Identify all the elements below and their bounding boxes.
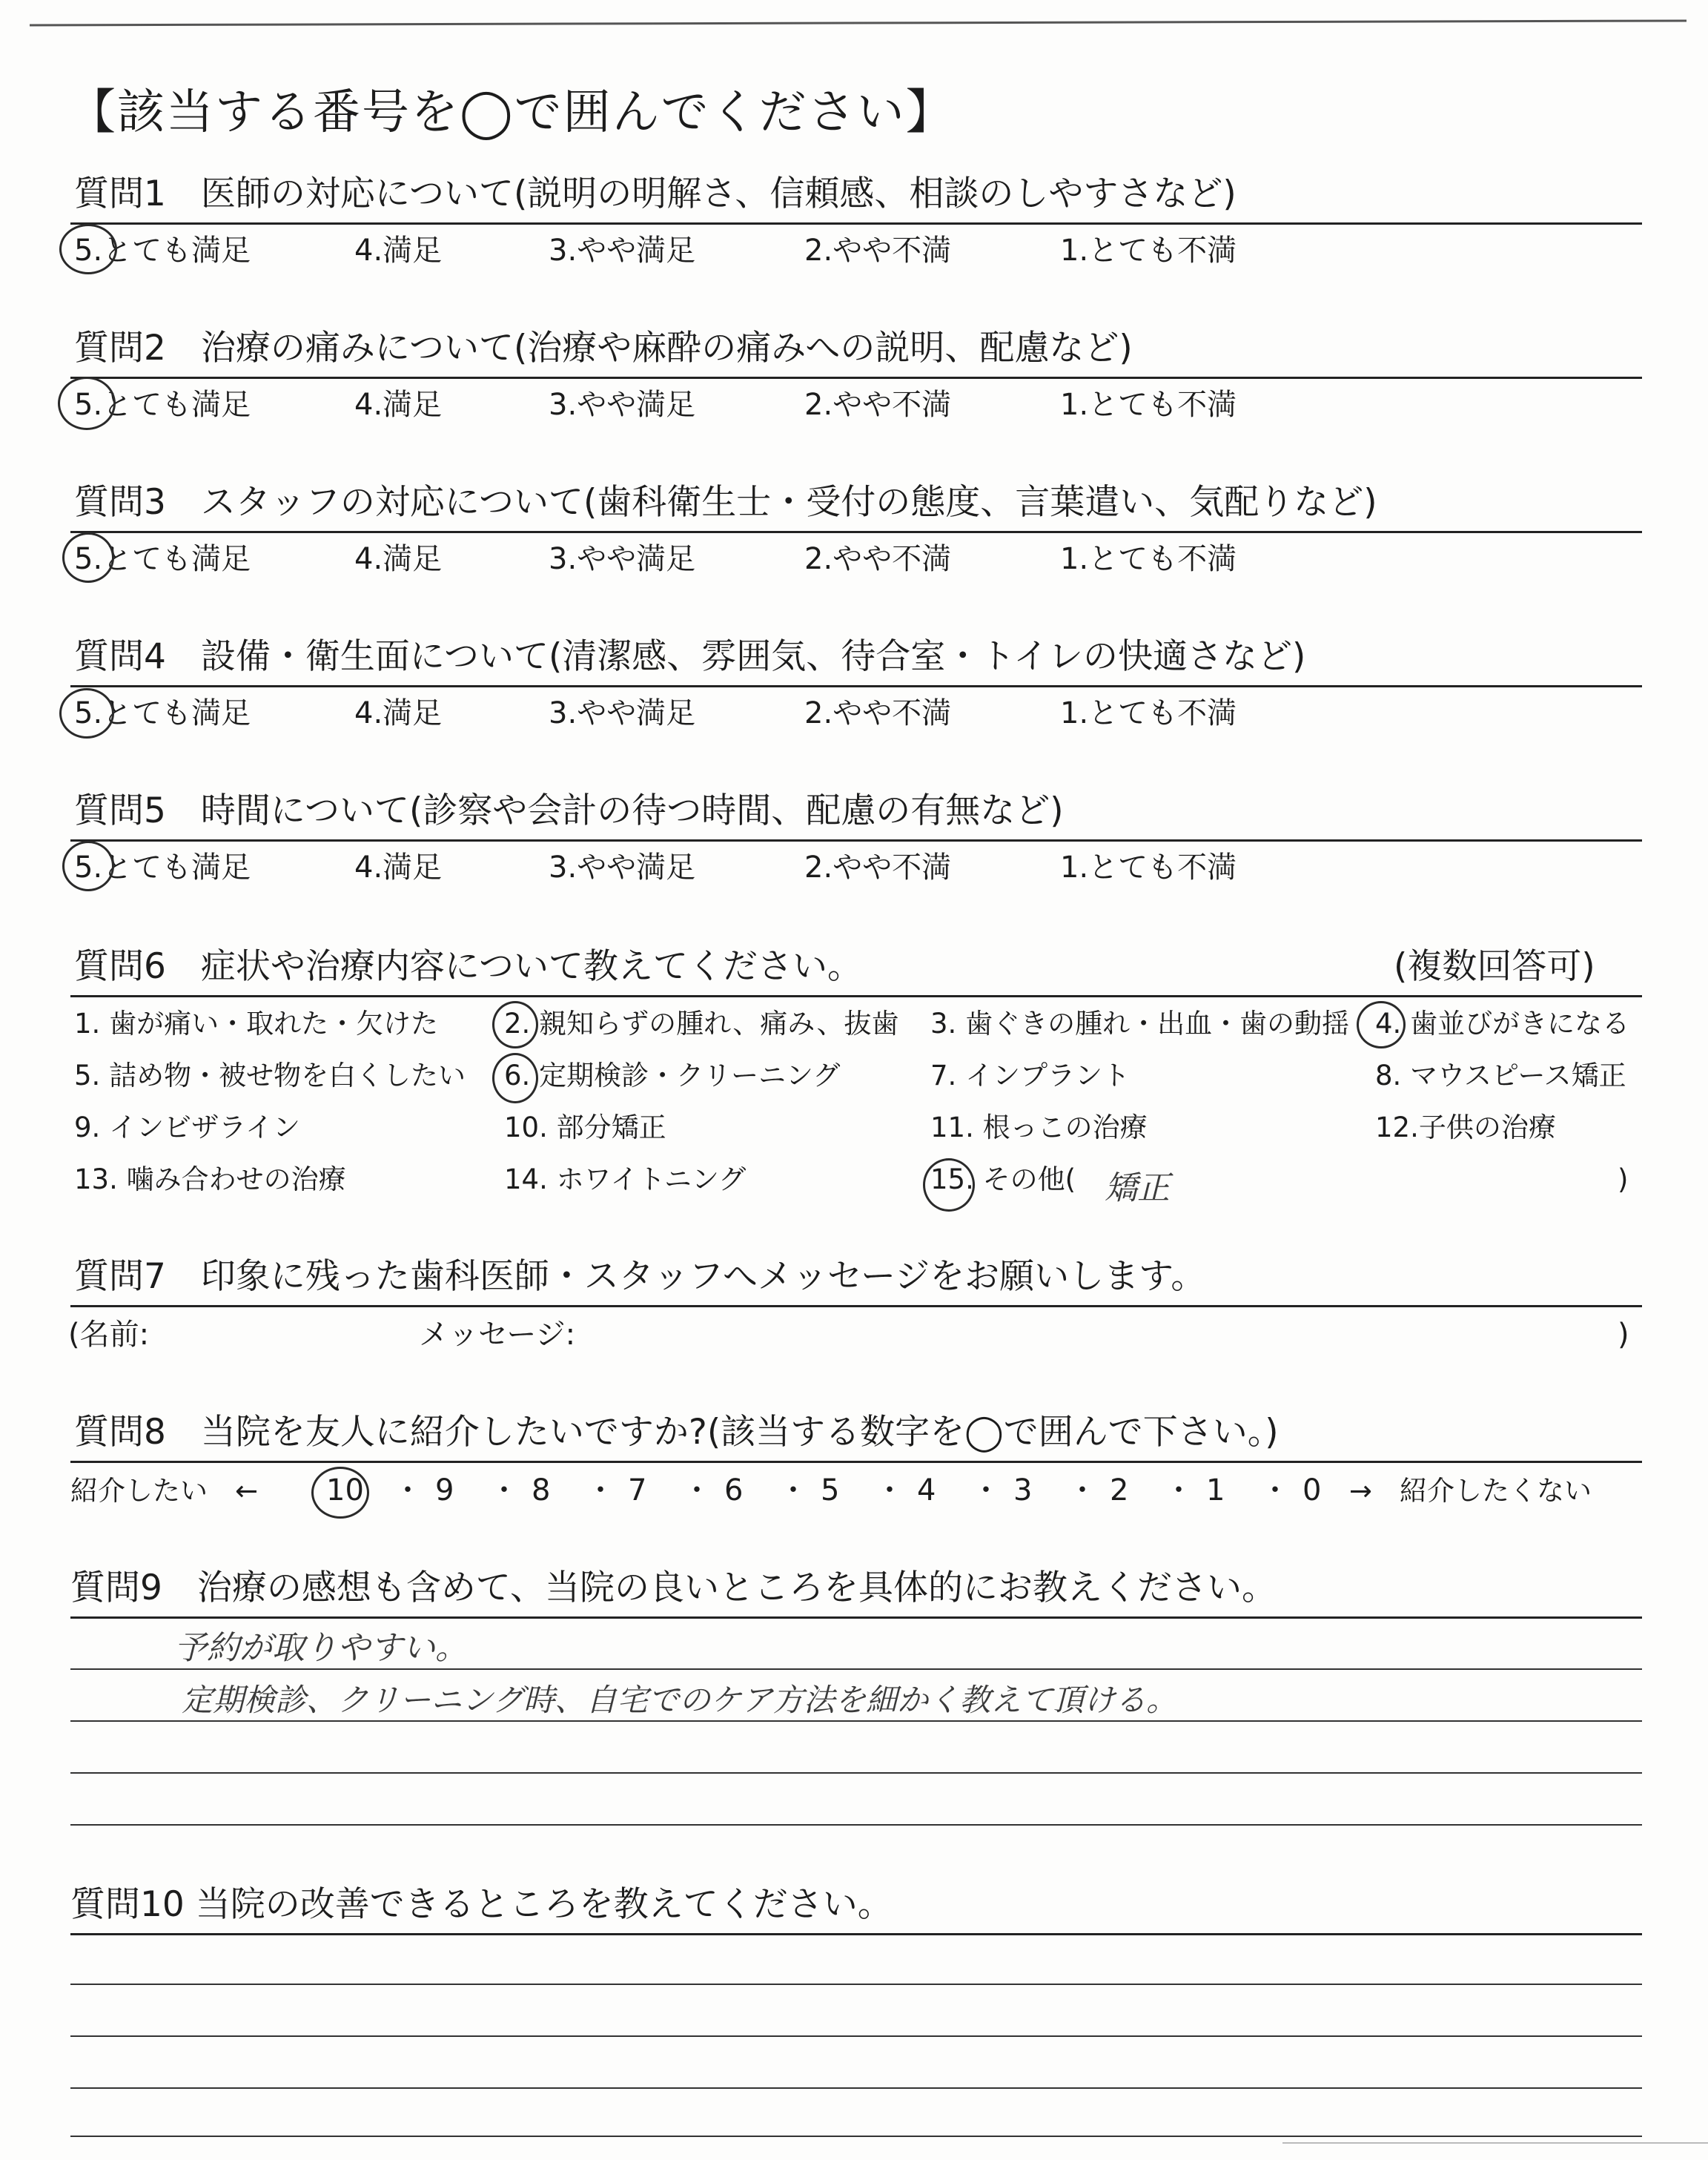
question-2-rule xyxy=(70,377,1642,379)
q1-option-1[interactable]: 1.とても不満 xyxy=(1060,234,1237,268)
q3-option-2[interactable]: 2.やや不満 xyxy=(804,542,952,576)
question-10-label: 質問10 当院の改善できるところを教えてください。 xyxy=(70,1884,893,1925)
question-8-label: 質問8 当院を友人に紹介したいですか?(該当する数字を◯で囲んで下さい。) xyxy=(74,1412,1279,1453)
q8-score-9[interactable]: 9 xyxy=(435,1473,454,1507)
question-6-note: (複数回答可) xyxy=(1394,946,1595,987)
q9-writing-line xyxy=(70,1720,1642,1722)
q6-item-15-circle xyxy=(923,1158,975,1212)
q5-option-4[interactable]: 4.満足 xyxy=(354,851,443,885)
question-7-label: 質問7 印象に残った歯科医師・スタッフへメッセージをお願いします。 xyxy=(74,1256,1206,1297)
question-7-rule xyxy=(70,1305,1642,1307)
q3-option-1[interactable]: 1.とても不満 xyxy=(1060,542,1237,576)
q1-option-4[interactable]: 4.満足 xyxy=(354,234,443,268)
q9-answer-line-2: 定期検診、クリーニング時、自宅でのケア方法を細かく教えて頂ける。 xyxy=(182,1682,1178,1718)
q8-separator: ・ xyxy=(489,1473,519,1507)
question-1-rule xyxy=(70,222,1642,225)
q8-score-1[interactable]: 1 xyxy=(1206,1473,1225,1507)
q7-message-label: メッセージ: xyxy=(419,1318,576,1352)
q3-option-4[interactable]: 4.満足 xyxy=(354,542,443,576)
question-6-rule xyxy=(70,995,1642,997)
q5-selected-circle xyxy=(62,841,114,891)
q8-score-10[interactable]: 10 xyxy=(326,1473,364,1507)
q9-writing-line xyxy=(70,1772,1642,1774)
q2-option-1[interactable]: 1.とても不満 xyxy=(1060,388,1237,422)
q10-writing-line xyxy=(70,2087,1642,2089)
q8-selected-circle xyxy=(311,1467,369,1519)
question-1-label: 質問1 医師の対応について(説明の明解さ、信頼感、相談のしやすさなど) xyxy=(74,174,1237,214)
question-9-label: 質問9 治療の感想も含めて、当院の良いところを具体的にお教えください。 xyxy=(70,1568,1277,1608)
q2-option-4[interactable]: 4.満足 xyxy=(354,388,443,422)
q1-option-3[interactable]: 3.やや満足 xyxy=(549,234,696,268)
q6-item-9[interactable]: 9. インビザライン xyxy=(74,1112,300,1143)
q9-answer-line-1: 予約が取りやすい。 xyxy=(174,1629,468,1667)
q6-item-14[interactable]: 14. ホワイトニング xyxy=(504,1163,747,1195)
q2-option-2[interactable]: 2.やや不満 xyxy=(804,388,952,422)
q4-selected-circle xyxy=(59,688,114,739)
q6-item-6-circle xyxy=(492,1053,538,1103)
q1-option-5[interactable]: 5.とても満足 xyxy=(74,234,251,268)
q6-item-4[interactable]: 4. 歯並びがきになる xyxy=(1375,1008,1630,1040)
q8-separator: ・ xyxy=(1068,1473,1097,1507)
question-4-rule xyxy=(70,685,1642,687)
question-3-rule xyxy=(70,531,1642,533)
q6-item-7[interactable]: 7. インプラント xyxy=(930,1060,1131,1091)
q5-option-1[interactable]: 1.とても不満 xyxy=(1060,851,1237,885)
q6-item-6[interactable]: 6. 定期検診・クリーニング xyxy=(504,1060,841,1091)
q6-item-12[interactable]: 12.子供の治療 xyxy=(1375,1112,1556,1143)
q6-item-15[interactable]: 15. その他( xyxy=(930,1163,1076,1195)
q1-selected-circle xyxy=(59,224,117,274)
q5-option-3[interactable]: 3.やや満足 xyxy=(549,851,696,885)
question-5-rule xyxy=(70,839,1642,842)
q7-close: ) xyxy=(1618,1318,1629,1352)
q8-score-3[interactable]: 3 xyxy=(1013,1473,1033,1507)
q10-writing-line xyxy=(70,1984,1642,1985)
q6-item-1[interactable]: 1. 歯が痛い・取れた・欠けた xyxy=(74,1008,439,1040)
question-9-rule xyxy=(70,1616,1642,1619)
q3-option-5[interactable]: 5.とても満足 xyxy=(74,542,251,576)
question-4-label: 質問4 設備・衛生面について(清潔感、雰囲気、待合室・トイレの快適さなど) xyxy=(74,636,1306,677)
q6-item-11[interactable]: 11. 根っこの治療 xyxy=(930,1112,1148,1143)
q10-writing-line xyxy=(70,2136,1642,2137)
q8-left-label: 紹介したい ← xyxy=(70,1475,259,1507)
q8-separator: ・ xyxy=(875,1473,904,1507)
question-8-rule xyxy=(70,1461,1642,1463)
q8-separator: ・ xyxy=(1164,1473,1194,1507)
q6-other-handwriting: 矯正 xyxy=(1105,1169,1170,1207)
question-10-rule xyxy=(70,1933,1642,1935)
q3-option-3[interactable]: 3.やや満足 xyxy=(549,542,696,576)
question-3-label: 質問3 スタッフの対応について(歯科衛生士・受付の態度、言葉遣い、気配りなど) xyxy=(74,482,1377,523)
q4-option-5[interactable]: 5.とても満足 xyxy=(74,696,251,730)
question-5-label: 質問5 時間について(診察や会計の待つ時間、配慮の有無など) xyxy=(74,790,1064,831)
q8-score-4[interactable]: 4 xyxy=(917,1473,936,1507)
q6-item-8[interactable]: 8. マウスピース矯正 xyxy=(1375,1060,1626,1091)
q4-option-1[interactable]: 1.とても不満 xyxy=(1060,696,1237,730)
q8-score-5[interactable]: 5 xyxy=(821,1473,840,1507)
q2-option-3[interactable]: 3.やや満足 xyxy=(549,388,696,422)
q2-option-5[interactable]: 5.とても満足 xyxy=(74,388,251,422)
q6-item-3[interactable]: 3. 歯ぐきの腫れ・出血・歯の動揺 xyxy=(930,1008,1350,1040)
q8-separator: ・ xyxy=(393,1473,423,1507)
q4-option-2[interactable]: 2.やや不満 xyxy=(804,696,952,730)
question-2-label: 質問2 治療の痛みについて(治療や麻酔の痛みへの説明、配慮など) xyxy=(74,328,1133,369)
q5-option-5[interactable]: 5.とても満足 xyxy=(74,851,251,885)
q8-score-0[interactable]: 0 xyxy=(1302,1473,1322,1507)
q5-option-2[interactable]: 2.やや不満 xyxy=(804,851,952,885)
q8-score-6[interactable]: 6 xyxy=(724,1473,744,1507)
q8-separator: ・ xyxy=(586,1473,615,1507)
q4-option-4[interactable]: 4.満足 xyxy=(354,696,443,730)
q8-separator: ・ xyxy=(778,1473,808,1507)
q6-item-10[interactable]: 10. 部分矯正 xyxy=(504,1112,666,1143)
q2-selected-circle xyxy=(58,377,116,430)
q10-writing-line xyxy=(70,2035,1642,2037)
q1-option-2[interactable]: 2.やや不満 xyxy=(804,234,952,268)
q9-writing-line xyxy=(70,1668,1642,1670)
q9-writing-line xyxy=(70,1824,1642,1826)
page-title: 【該当する番号を◯で囲んでください】 xyxy=(68,85,955,140)
q6-item-4-circle xyxy=(1357,1001,1406,1048)
q6-item-13[interactable]: 13. 噛み合わせの治療 xyxy=(74,1163,346,1195)
q6-item-2[interactable]: 2. 親知らずの腫れ、痛み、抜歯 xyxy=(504,1008,899,1040)
q8-right-label: → 紹介したくない xyxy=(1349,1475,1592,1507)
q3-selected-circle xyxy=(62,532,114,583)
q8-separator: ・ xyxy=(971,1473,1001,1507)
q6-other-close: ) xyxy=(1618,1163,1629,1195)
q8-score-2[interactable]: 2 xyxy=(1110,1473,1129,1507)
question-6-label: 質問6 症状や治療内容について教えてください。 xyxy=(74,946,862,987)
q7-name-label: (名前: xyxy=(68,1318,150,1352)
q8-separator: ・ xyxy=(682,1473,712,1507)
q8-score-7[interactable]: 7 xyxy=(628,1473,647,1507)
q6-item-2-circle xyxy=(492,1001,538,1048)
q6-item-5[interactable]: 5. 詰め物・被せ物を白くしたい xyxy=(74,1060,466,1091)
q8-score-8[interactable]: 8 xyxy=(532,1473,551,1507)
q4-option-3[interactable]: 3.やや満足 xyxy=(549,696,696,730)
q8-separator: ・ xyxy=(1260,1473,1290,1507)
